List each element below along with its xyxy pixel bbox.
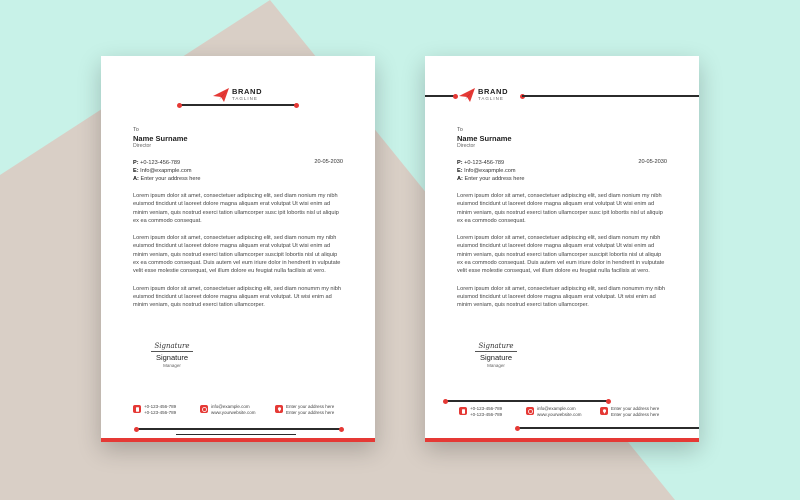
footer-rule-bottom bbox=[517, 427, 699, 429]
brand-tagline: TAGLINE bbox=[478, 96, 504, 101]
letterhead-page-left bbox=[101, 56, 375, 442]
footer-website: www.yourwebsite.com bbox=[537, 412, 582, 417]
header-rule bbox=[179, 104, 297, 106]
to-label: To bbox=[133, 127, 139, 133]
footer-rule-bottom-dot bbox=[515, 426, 520, 431]
phone-value: +0-123-456-789 bbox=[464, 160, 505, 166]
footer-website: www.yourwebsite.com bbox=[211, 410, 256, 415]
paper-plane-icon bbox=[459, 88, 475, 102]
brand-name: BRAND bbox=[232, 87, 263, 96]
letter-body bbox=[133, 127, 343, 310]
footer-rule-dot-left bbox=[134, 427, 139, 432]
address-label: A: bbox=[457, 176, 463, 182]
footer bbox=[101, 404, 375, 424]
letter-body bbox=[457, 127, 667, 310]
paragraph-2: Lorem ipsum dolor sit amet, consectetuer adipiscing elit, sed diam nonum my nibh euismod tincidunt ut laoreet dolore magna aliquam erat volutpat Ut wisi enim ad minim veniam, quis nostrud exerci tation ullamcorper suscipit lobortis nisl ut aliquip ex ea commodo consequat. Duis autem vel eum iriure dolor in hendrerit in vulputate velit esse molestie consequat, vel illum dolore eu feugiat nulla facilisis at vero. bbox=[457, 235, 665, 275]
paragraph-2: Lorem ipsum dolor sit amet, consectetuer adipiscing elit, sed diam nonum my nibh euismod tincidunt ut laoreet dolore magna aliquam erat volutpat Ut wisi enim ad minim veniam, quis nostrud exerci tation ullamcorper suscipit lobortis nisl ut aliquip ex ea commodo consequat. Duis autem vel eum iriure dolor in hendrerit in vulputate velit esse molestie consequat, vel illum dolore eu feugiat nulla facilisis at vero. bbox=[133, 235, 341, 275]
email-value: Info@exapmple.com bbox=[464, 168, 516, 174]
phone-icon bbox=[459, 407, 467, 415]
address-value: Enter your address here bbox=[140, 176, 201, 182]
contact-block bbox=[457, 159, 667, 183]
footer-rule-short bbox=[176, 434, 296, 435]
bottom-accent-bar bbox=[101, 438, 375, 442]
address-label: A: bbox=[133, 176, 139, 182]
brand-logo bbox=[101, 86, 375, 106]
footer-rule-dot-right bbox=[339, 427, 344, 432]
paragraph-1: Lorem ipsum dolor sit amet, consectetuer adipiscing elit, sed diam nonium my nibh euismod tincidunt ut laoreet dolore magna aliquam erat volutpat Ut wisi enim ad minim veniam, quis nostrud exerci tation ullamcorper susc ipit lobortis nisl ut aliquip ex ea commodo consequat. bbox=[457, 193, 663, 224]
signature-role: Manager bbox=[163, 363, 181, 368]
to-label: To bbox=[457, 127, 463, 133]
phone-icon bbox=[133, 405, 141, 413]
recipient-role: Director bbox=[133, 143, 152, 149]
recipient-name: Name Surname bbox=[133, 134, 188, 143]
location-pin-icon bbox=[600, 407, 608, 415]
header-rule-dot-right bbox=[294, 103, 299, 108]
signature-script: Signature bbox=[154, 342, 190, 350]
footer-address-1: Enter your address here bbox=[286, 404, 335, 409]
footer-rule-top-dot-right bbox=[606, 399, 611, 404]
signature-block bbox=[147, 342, 197, 369]
footer-email-value: info@example.com bbox=[211, 404, 250, 409]
recipient-name: Name Surname bbox=[457, 134, 512, 143]
header-rule-dot-left bbox=[177, 103, 182, 108]
paper-plane-icon bbox=[213, 88, 229, 102]
signature-title: Signature bbox=[479, 353, 513, 362]
recipient-role: Director bbox=[457, 143, 476, 149]
brand-tagline: TAGLINE bbox=[232, 96, 258, 101]
footer-phone-2: +0-123-456-789 bbox=[144, 410, 177, 415]
footer-rule-top-dot-left bbox=[443, 399, 448, 404]
phone-label: P: bbox=[133, 160, 139, 166]
signature-line bbox=[151, 351, 193, 352]
footer bbox=[425, 406, 699, 426]
bottom-accent-bar bbox=[425, 438, 699, 442]
letter-date: 20-05-2030 bbox=[638, 159, 667, 165]
footer-phone-2: +0-123-456-789 bbox=[470, 412, 503, 417]
footer-rule-top bbox=[445, 400, 608, 402]
footer-address-2: Enter your address here bbox=[611, 412, 660, 417]
footer-address-2: Enter your address here bbox=[286, 410, 335, 415]
header-rule-right bbox=[522, 95, 699, 97]
paragraph-1: Lorem ipsum dolor sit amet, consectetuer adipiscing elit, sed diam nonium my nibh euismod tincidunt ut laoreet dolore magna aliquam erat volutpat Ut wisi enim ad minim veniam, quis nostrud exerci tation ullamcorper susc ipit lobortis nisl ut aliquip ex ea commodo consequat. bbox=[133, 193, 339, 224]
signature-title: Signature bbox=[155, 353, 189, 362]
signature-role: Manager bbox=[487, 363, 505, 368]
phone-value: +0-123-456-789 bbox=[140, 160, 181, 166]
address-value: Enter your address here bbox=[464, 176, 525, 182]
email-value: Info@exapmple.com bbox=[140, 168, 192, 174]
letterhead-page-right bbox=[425, 56, 699, 442]
location-pin-icon bbox=[275, 405, 283, 413]
email-label: E: bbox=[457, 168, 463, 174]
globe-icon bbox=[526, 407, 534, 415]
contact-block bbox=[133, 159, 343, 183]
brand-name: BRAND bbox=[478, 87, 509, 96]
letter-date: 20-05-2030 bbox=[314, 159, 343, 165]
signature-script: Signature bbox=[478, 342, 514, 350]
paragraph-3: Lorem ipsum dolor sit amet, consectetuer adipiscing elit, sed diam nonumm my nibh euismod tincidunt ut laoreet dolore magna aliquam erat volutpat. Ut wisi enim ad minim veniam, quis nostrud exerci tation ullamcorper. bbox=[133, 285, 341, 309]
footer-address-1: Enter your address here bbox=[611, 406, 660, 411]
email-label: E: bbox=[133, 168, 139, 174]
footer-email-value: info@example.com bbox=[537, 406, 576, 411]
footer-phone-1: +0-123-456-789 bbox=[470, 406, 503, 411]
phone-label: P: bbox=[457, 160, 463, 166]
footer-phone-1: +0-123-456-789 bbox=[144, 404, 177, 409]
footer-rule bbox=[136, 428, 342, 430]
globe-icon bbox=[200, 405, 208, 413]
signature-block bbox=[471, 342, 521, 369]
paragraph-3: Lorem ipsum dolor sit amet, consectetuer adipiscing elit, sed diam nonumm my nibh euismod tincidunt ut laoreet dolore magna aliquam erat volutpat. Ut wisi enim ad minim veniam, quis nostrud exerci tation ullamcorper. bbox=[457, 285, 665, 309]
signature-line bbox=[475, 351, 517, 352]
